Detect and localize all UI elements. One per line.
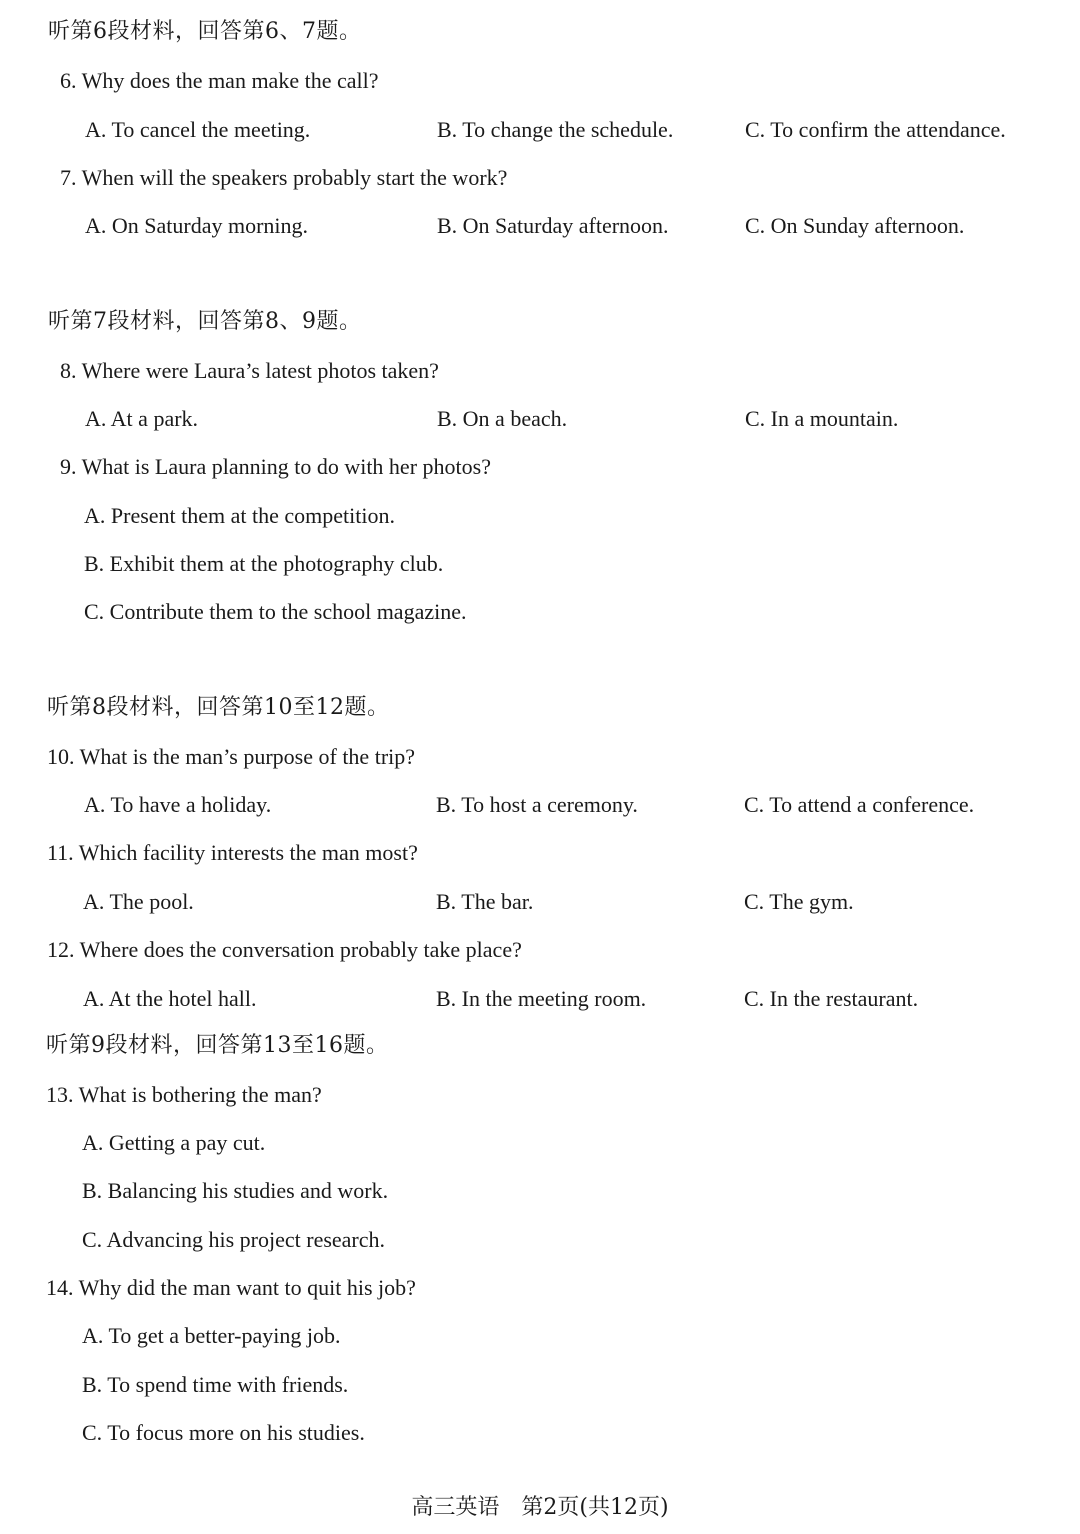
question-13-option-b: B. Balancing his studies and work. xyxy=(82,1178,389,1203)
question-13-option-a: A. Getting a pay cut. xyxy=(82,1130,266,1155)
question-14-option-c: C. To focus more on his studies. xyxy=(82,1420,365,1445)
question-12-stem: 12. Where does the conversation probably take place? xyxy=(47,937,522,962)
question-10-option-c: C. To attend a conference. xyxy=(744,792,975,817)
question-9-option-c: C. Contribute them to the school magazine. xyxy=(84,599,467,624)
question-8-stem: 8. Where were Laura’s latest photos taken? xyxy=(60,358,439,383)
question-11-stem: 11. Which facility interests the man most? xyxy=(47,840,418,865)
question-7-stem: 7. When will the speakers probably start the work? xyxy=(60,165,508,190)
question-14-option-a: A. To get a better-paying job. xyxy=(82,1323,341,1348)
question-14-option-b: B. To spend time with friends. xyxy=(82,1372,349,1397)
question-9-option-b: B. Exhibit them at the photography club. xyxy=(84,551,444,576)
page-footer: 高三英语 第2页(共12页) xyxy=(411,1495,669,1520)
question-9-stem: 9. What is Laura planning to do with her photos? xyxy=(60,454,491,479)
question-7-option-c: C. On Sunday afternoon. xyxy=(745,213,965,238)
question-13-option-c: C. Advancing his project research. xyxy=(82,1227,386,1252)
question-11-option-c: C. The gym. xyxy=(744,889,854,914)
question-10-stem: 10. What is the man’s purpose of the trip? xyxy=(47,744,416,769)
question-12-option-a: A. At the hotel hall. xyxy=(83,986,257,1011)
question-6-stem: 6. Why does the man make the call? xyxy=(60,68,379,93)
question-9-option-a: A. Present them at the competition. xyxy=(84,503,395,528)
question-6-option-b: B. To change the schedule. xyxy=(437,117,674,142)
section-header-9: 听第9段材料，回答第13至16题。 xyxy=(46,1033,389,1058)
question-7-option-a: A. On Saturday morning. xyxy=(85,213,309,238)
question-11-option-a: A. The pool. xyxy=(83,889,194,914)
question-10-option-b: B. To host a ceremony. xyxy=(436,792,638,817)
question-7-option-b: B. On Saturday afternoon. xyxy=(437,213,669,238)
question-6-option-c: C. To confirm the attendance. xyxy=(745,117,1006,142)
question-12-option-c: C. In the restaurant. xyxy=(744,986,919,1011)
question-6-option-a: A. To cancel the meeting. xyxy=(85,117,311,142)
section-header-6: 听第6段材料，回答第6、7题。 xyxy=(48,19,362,44)
question-8-option-b: B. On a beach. xyxy=(437,406,568,431)
question-8-option-a: A. At a park. xyxy=(85,406,199,431)
question-11-option-b: B. The bar. xyxy=(436,889,534,914)
question-12-option-b: B. In the meeting room. xyxy=(436,986,647,1011)
question-14-stem: 14. Why did the man want to quit his job? xyxy=(46,1275,416,1300)
section-header-7: 听第7段材料，回答第8、9题。 xyxy=(48,309,362,334)
section-header-8: 听第8段材料，回答第10至12题。 xyxy=(47,695,390,720)
question-10-option-a: A. To have a holiday. xyxy=(84,792,272,817)
question-13-stem: 13. What is bothering the man? xyxy=(46,1082,322,1107)
question-8-option-c: C. In a mountain. xyxy=(745,406,899,431)
